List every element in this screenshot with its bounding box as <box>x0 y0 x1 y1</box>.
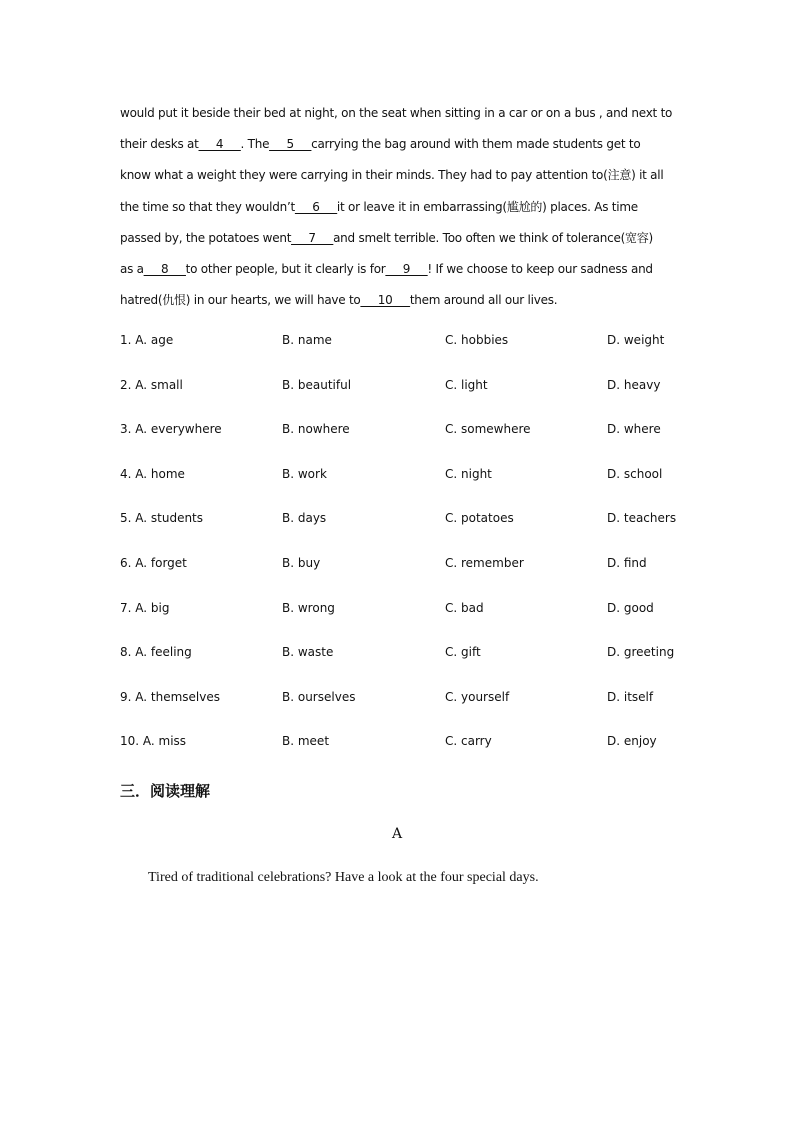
passage-line <box>120 254 680 285</box>
question-row <box>120 333 720 378</box>
part-label: A <box>391 826 403 842</box>
passage-text: hatred(仇恨) in our hearts, we will have to <box>120 293 361 308</box>
option-d: D. school <box>607 466 663 481</box>
option-a: 1. A. age <box>120 333 174 347</box>
option-b: B. waste <box>282 645 334 660</box>
option-c: C. yourself <box>445 689 510 704</box>
option-a: 3. A. everywhere <box>120 422 222 437</box>
passage-line <box>120 223 680 254</box>
reading-intro: Tired of traditional celebrations? Have a look at the four special days. <box>148 870 539 885</box>
option-d: D. where <box>607 422 661 437</box>
option-c: C. carry <box>445 734 492 749</box>
option-d: D. enjoy <box>607 734 657 749</box>
option-d: D. itself <box>607 689 654 704</box>
cloze-blank: ___10___ <box>360 293 410 308</box>
option-b: B. wrong <box>282 600 335 615</box>
option-d: D. heavy <box>607 377 661 392</box>
passage-text: them around all our lives. <box>409 293 558 308</box>
option-a: 4. A. home <box>120 466 185 481</box>
cloze-blank: ___5___ <box>269 137 312 152</box>
option-a: 9. A. themselves <box>120 689 220 704</box>
question-row <box>120 511 720 556</box>
question-row <box>120 601 720 646</box>
option-c: C. bad <box>445 600 484 615</box>
passage-line <box>120 129 680 160</box>
option-c: C. light <box>445 377 488 392</box>
passage-text: as a <box>120 261 144 276</box>
option-b: B. name <box>282 333 332 347</box>
option-b: B. work <box>282 466 327 481</box>
passage-text: the time so that they wouldn’t <box>120 199 295 214</box>
cloze-blank: ___7___ <box>291 230 334 245</box>
question-row <box>120 378 720 423</box>
passage-text: and smelt terrible. Too often we think of tolerance(宽容) <box>333 230 653 245</box>
option-a: 7. A. big <box>120 600 170 615</box>
option-b: B. nowhere <box>282 422 350 437</box>
question-row <box>120 645 720 690</box>
option-c: C. night <box>445 466 492 481</box>
passage-text: . The <box>240 137 270 152</box>
option-a: 8. A. feeling <box>120 645 192 660</box>
option-a: 10. A. miss <box>120 734 187 749</box>
option-d: D. teachers <box>607 511 677 526</box>
option-b: B. beautiful <box>282 377 352 392</box>
option-c: C. remember <box>445 555 524 570</box>
passage-text: ! If we choose to keep our sadness and <box>427 261 653 276</box>
option-b: B. buy <box>282 555 321 570</box>
passage-text: passed by, the potatoes went <box>120 230 292 245</box>
question-row <box>120 422 720 467</box>
option-c: C. somewhere <box>445 422 531 437</box>
option-b: B. ourselves <box>282 689 356 704</box>
option-a: 2. A. small <box>120 377 183 392</box>
answer-options <box>120 333 720 779</box>
option-a: 5. A. students <box>120 511 204 526</box>
option-b: B. meet <box>282 734 330 749</box>
option-b: B. days <box>282 511 327 526</box>
passage-text: their desks at <box>120 137 199 152</box>
option-d: D. good <box>607 600 654 615</box>
question-row <box>120 556 720 601</box>
passage-line <box>120 192 680 223</box>
passage-text: carrying the bag around with them made students get to <box>311 137 641 152</box>
cloze-blank: ___9___ <box>385 261 428 276</box>
passage-line <box>120 98 680 129</box>
passage-text: would put it beside their bed at night, on the seat when sitting in a car or on a bus , and next to <box>120 106 673 120</box>
question-row <box>120 734 720 779</box>
option-c: C. hobbies <box>445 333 509 347</box>
cloze-blank: ___8___ <box>143 261 186 276</box>
cloze-passage <box>120 98 680 316</box>
passage-text: it or leave it in embarrassing(尴尬的) places. As time <box>336 199 638 214</box>
question-row <box>120 467 720 512</box>
passage-text: to other people, but it clearly is for <box>185 261 386 276</box>
option-c: C. gift <box>445 645 481 660</box>
passage-text: know what a weight they were carrying in their minds. They had to pay attention to(注意) it all <box>120 168 664 183</box>
cloze-blank: ___6___ <box>294 199 337 214</box>
option-c: C. potatoes <box>445 511 514 526</box>
option-a: 6. A. forget <box>120 555 187 570</box>
question-row <box>120 690 720 735</box>
option-d: D. find <box>607 555 647 570</box>
passage-line <box>120 160 680 191</box>
option-d: D. greeting <box>607 645 675 660</box>
section-heading: 三．阅读理解 <box>120 782 211 800</box>
cloze-blank: ___4___ <box>198 137 241 152</box>
option-d: D. weight <box>607 333 665 347</box>
passage-line <box>120 285 680 316</box>
